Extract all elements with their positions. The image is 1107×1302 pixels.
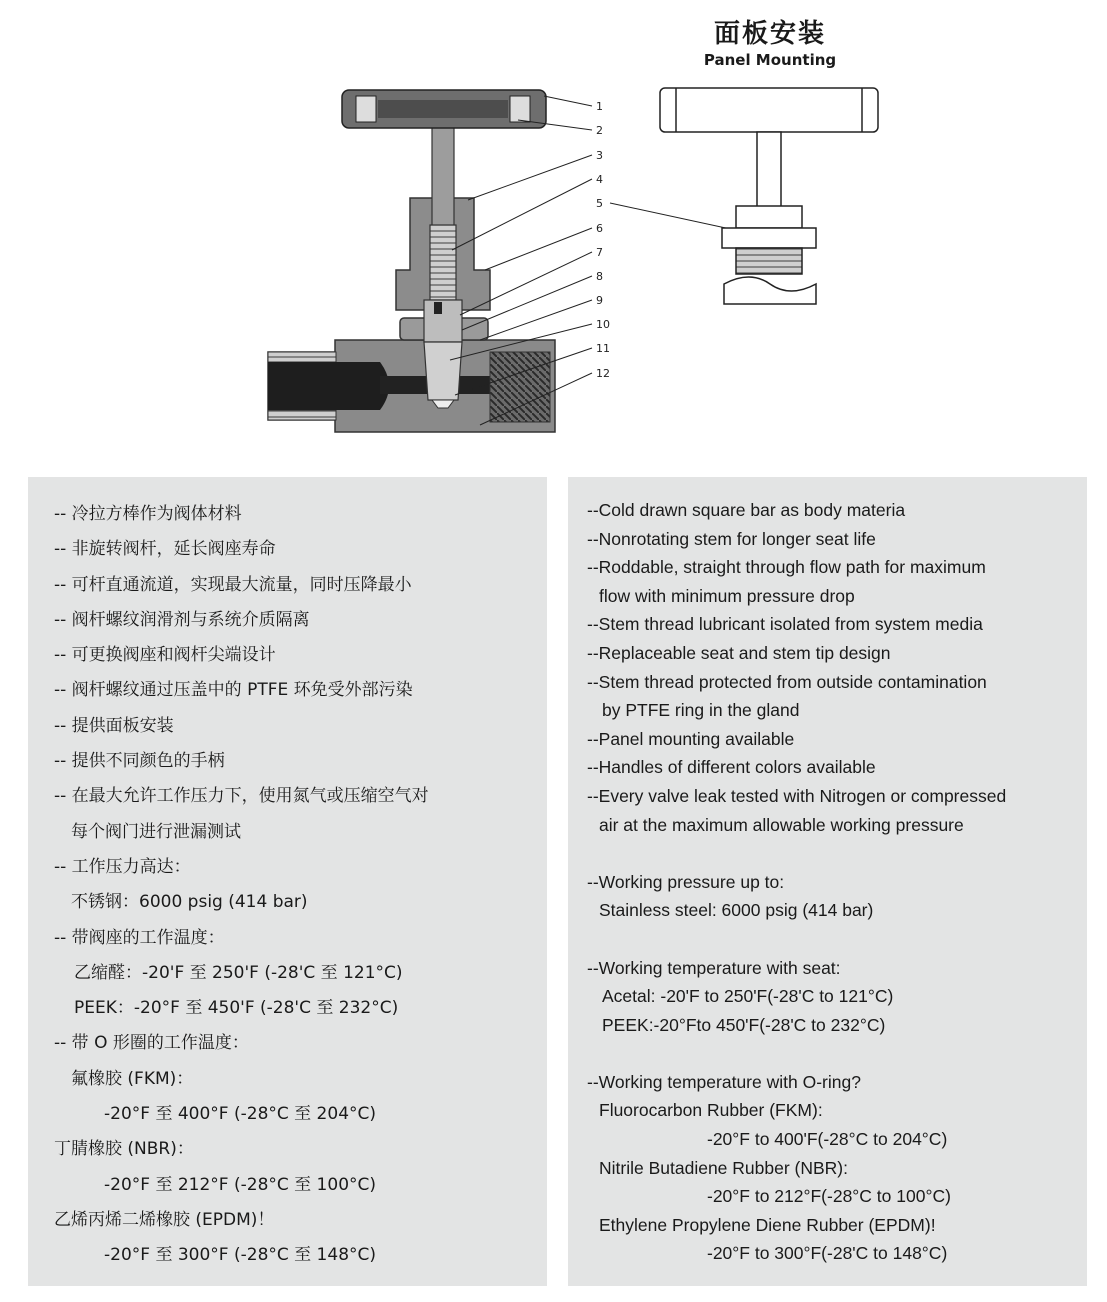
feature-line: 氟橡胶 (FKM)： [71, 1068, 194, 1089]
feature-line: Acetal: -20'F to 250'F(-28'C to 121°C) [602, 986, 894, 1007]
panel-mounting-title-zh: 面板安装 [713, 19, 826, 49]
feature-line: -20°F 至 400°F (-28°C 至 204°C) [104, 1104, 377, 1125]
feature-line: -- 可更换阀座和阀杆尖端设计 [54, 645, 276, 666]
feature-line: 每个阀门进行泄漏测试 [71, 821, 241, 842]
callout-2: 2 [596, 124, 603, 137]
feature-line: 不锈钢：6000 psig (414 bar) [71, 892, 308, 913]
callout-4: 4 [596, 173, 603, 186]
feature-line: -20°F to 300°F(-28'C to 148°C) [707, 1243, 948, 1264]
valve-cross-section-drawing [0, 0, 1107, 470]
panel-mounting-title [690, 18, 850, 70]
feature-line: --Stem thread protected from outside contamination [587, 671, 987, 692]
feature-line: --Working temperature with seat: [587, 957, 841, 978]
feature-line: -20°F to 212°F(-28°C to 100°C) [707, 1186, 951, 1207]
feature-line: --Replaceable seat and stem tip design [587, 642, 891, 663]
callout-labels [596, 100, 610, 380]
callout-11: 11 [596, 342, 610, 355]
feature-line: -- 非旋转阀杆，延长阀座寿命 [54, 539, 276, 560]
features-panel-en [568, 477, 1087, 1286]
feature-line: --Stem thread lubricant isolated from system media [587, 614, 983, 635]
feature-line [587, 839, 1087, 868]
feature-line: -- 可杆直通流道，实现最大流量，同时压降最小 [54, 574, 412, 595]
feature-line: 丁腈橡胶 (NBR)： [54, 1139, 194, 1160]
feature-line: Nitrile Butadiene Rubber (NBR): [599, 1157, 848, 1178]
feature-line: Stainless steel: 6000 psig (414 bar) [599, 900, 874, 921]
valve-diagram [0, 0, 1107, 470]
feature-line: -- 在最大允许工作压力下，使用氮气或压缩空气对 [54, 786, 429, 807]
callout-5: 5 [596, 197, 603, 210]
feature-line: -- 带阀座的工作温度： [54, 927, 225, 948]
panel-mounting-title-en: Panel Mounting [703, 51, 837, 69]
feature-line: --Panel mounting available [587, 728, 795, 749]
feature-line: -- 工作压力高达： [54, 856, 191, 877]
feature-line: -- 冷拉方棒作为阀体材料 [54, 504, 242, 524]
callout-7: 7 [596, 246, 603, 259]
feature-line: 乙烯丙烯二烯橡胶 (EPDM)！ [54, 1209, 275, 1230]
feature-line: -20°F 至 212°F (-28°C 至 100°C) [104, 1174, 377, 1195]
feature-line: --Working temperature with O-ring? [587, 1071, 861, 1092]
feature-line: 乙缩醛：-20'F 至 250'F (-28'C 至 121°C) [74, 962, 403, 983]
callout-6: 6 [596, 222, 603, 235]
feature-line: --Cold drawn square bar as body materia [587, 500, 906, 520]
feature-line: air at the maximum allowable working pressure [599, 814, 964, 835]
feature-line: PEEK：-20°F 至 450'F (-28'C 至 232°C) [74, 998, 399, 1019]
feature-line: PEEK:-20°Fto 450'F(-28'C to 232°C) [602, 1014, 886, 1035]
feature-line: -- 阀杆螺纹通过压盖中的 PTFE 环免受外部污染 [54, 680, 413, 701]
feature-line [587, 925, 1087, 954]
panel-mounting-drawing [660, 88, 878, 304]
feature-line [587, 1039, 1087, 1068]
feature-line: -- 提供面板安装 [54, 715, 174, 736]
feature-line: -- 带 O 形圈的工作温度： [54, 1033, 249, 1054]
callout-8: 8 [596, 270, 603, 283]
feature-line: by PTFE ring in the gland [602, 700, 800, 721]
feature-line: -- 提供不同颜色的手柄 [54, 751, 225, 772]
features-panel-zh [28, 477, 547, 1286]
callout-1: 1 [596, 100, 603, 113]
callout-3: 3 [596, 149, 603, 162]
callout-9: 9 [596, 294, 603, 307]
feature-line: Fluorocarbon Rubber (FKM): [599, 1100, 823, 1121]
feature-line: --Handles of different colors available [587, 757, 876, 778]
feature-line: --Working pressure up to: [587, 871, 785, 892]
feature-line: -- 阀杆螺纹润滑剂与系统介质隔离 [54, 609, 310, 630]
feature-line: --Roddable, straight through flow path for maximum [587, 557, 986, 578]
callout-10: 10 [596, 318, 610, 331]
feature-line: --Every valve leak tested with Nitrogen or compressed [587, 785, 1007, 806]
feature-line: -20°F 至 300°F (-28°C 至 148°C) [104, 1245, 377, 1266]
feature-line: Ethylene Propylene Diene Rubber (EPDM)! [599, 1214, 936, 1235]
feature-line: --Nonrotating stem for longer seat life [587, 528, 876, 549]
feature-line: flow with minimum pressure drop [599, 585, 855, 606]
callout-12: 12 [596, 367, 610, 380]
feature-line: -20°F to 400'F(-28°C to 204°C) [707, 1129, 948, 1150]
